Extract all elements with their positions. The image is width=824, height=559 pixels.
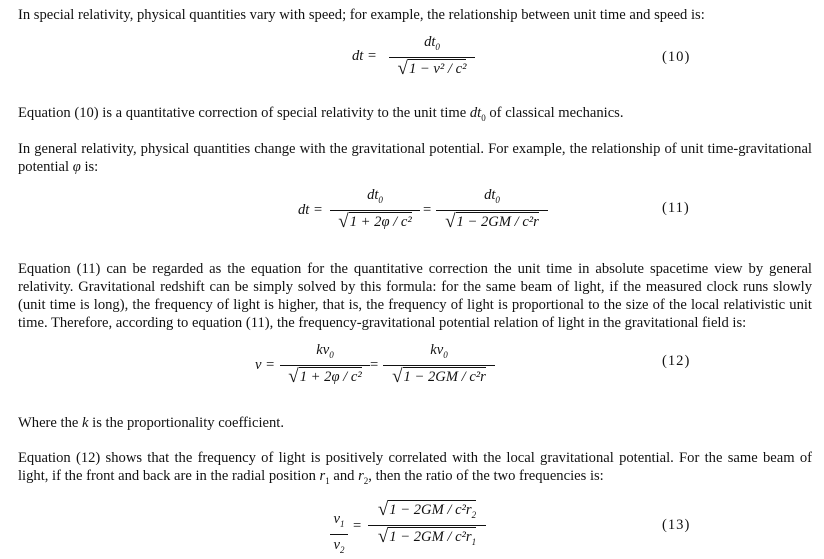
- eq13-number: (13): [662, 517, 691, 533]
- eq13-rhs-fraction: $√1 - 2GM / c^2r_2$ $√1 - 2GM / c^2r_1$: [368, 500, 486, 551]
- eq10-number: (10): [662, 49, 691, 65]
- paragraph-frequency-ratio: Equation (12) shows that the frequency of light is positively correlated with the local gravitational potential. For the same beam of light, if the front and back are in the radial position $r_1$ and $r_2$, then the ratio of the two frequencies is:: [18, 450, 812, 486]
- paragraph-proportionality: Where the k is the proportionality coefficient.: [18, 415, 284, 431]
- eq11-fraction-1: $dt_0$ √1 + 2φ / c²: [330, 186, 420, 231]
- eq11-lhs: dt =: [298, 202, 323, 218]
- eq12-fraction-2: $k\nu_0$ √1 − 2GM / c²r: [383, 341, 495, 386]
- eq12-fraction-1: $k\nu_0$ √1 + 2φ / c²: [280, 341, 370, 386]
- sqrt-icon: √: [338, 210, 349, 232]
- paragraph-eq10-explanation: Equation (10) is a quantitative correction of special relativity to the unit time $dt_0$ of classical mechanics.: [18, 105, 624, 123]
- sqrt-icon: √: [392, 365, 403, 387]
- paragraph-special-relativity: In special relativity, physical quantities vary with speed; for example, the relationship between unit time and speed is:: [18, 7, 705, 23]
- eq11-equals: =: [423, 202, 432, 218]
- eq10-lhs: dt =: [352, 48, 377, 64]
- sqrt-icon: √: [377, 525, 389, 547]
- sqrt-icon: √: [397, 57, 408, 79]
- sqrt-icon: √: [445, 210, 456, 232]
- eq11-number: (11): [662, 200, 690, 216]
- eq11-fraction-2: $dt_0$ √1 − 2GM / c²r: [436, 186, 548, 231]
- paragraph-general-relativity: In general relativity, physical quantities change with the gravitational potential. For example, the relationship of unit time-gravitational potential φ is:: [18, 141, 812, 175]
- sqrt-icon: √: [288, 365, 299, 387]
- paragraph-gravitational-redshift: Equation (11) can be regarded as the equation for the quantitative correction the unit time in absolute spacetime view by general relativity. Gravitational redshift can be simply solved by this formula: for the same beam of light, if the measured clock runs slowly (unit time is long), the frequency of light is higher, that is, the frequency of light is proportional to the size of the local relativistic unit time. Therefore, according to equation (11), the frequency-gravitational potential relation of light in the gravitational field is:: [18, 261, 812, 331]
- eq13-lhs-fraction: $\nu_1$ $\nu_2$: [330, 510, 348, 559]
- eq10-fraction: [389, 33, 475, 78]
- eq13-equals: =: [353, 518, 362, 534]
- eq10-denominator: √1 − v² / c²: [397, 57, 467, 79]
- eq12-lhs: ν =: [255, 357, 275, 373]
- eq10-numerator: $dt_0$: [424, 34, 440, 52]
- sqrt-icon: √: [377, 499, 389, 520]
- eq12-number: (12): [662, 353, 691, 369]
- eq12-equals: =: [370, 357, 379, 373]
